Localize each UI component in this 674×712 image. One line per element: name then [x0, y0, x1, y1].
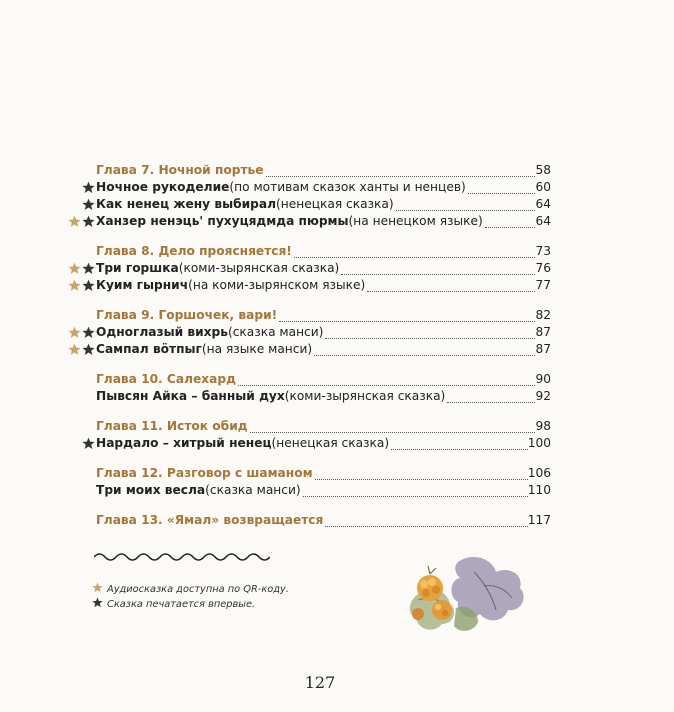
dark-star-icon [82, 262, 95, 275]
toc-suffix: (сказка манси) [205, 483, 301, 497]
toc-suffix: (на языке манси) [201, 342, 313, 356]
toc-title: Глава 13. «Ямал» возвращается [96, 513, 324, 527]
toc-page: 87 [535, 325, 551, 339]
toc-page: 100 [527, 436, 551, 450]
toc-chapter-10 [0, 370, 674, 388]
toc-title: Глава 10. Салехард [96, 372, 236, 386]
toc-leader [266, 175, 535, 177]
dark-star-icon [82, 343, 95, 356]
cloudberry-illustration [400, 552, 530, 642]
dark-star-icon [82, 181, 95, 194]
toc-leader [294, 256, 535, 258]
toc-story [0, 195, 674, 213]
toc-page: 77 [535, 278, 551, 292]
toc-title: Как ненец жену выбирал [96, 197, 277, 211]
toc-suffix: (по мотивам сказок ханты и ненцев) [229, 180, 466, 194]
toc-text [96, 195, 394, 213]
dark-star-icon [92, 597, 103, 608]
toc-title: Три моих весла [96, 483, 206, 497]
toc-text [96, 481, 301, 499]
legend-first-text: Сказка печатается впервые. [107, 599, 256, 610]
toc-text [96, 259, 339, 277]
toc-leader [391, 448, 527, 450]
toc-text [96, 276, 365, 294]
toc-page: 92 [535, 389, 551, 403]
toc-suffix: (ненецкая сказка) [271, 436, 390, 450]
toc-page: 60 [535, 180, 551, 194]
toc-title: Куим гырнич [96, 278, 189, 292]
gold-star-icon [68, 343, 81, 356]
toc-title: Глава 12. Разговор с шаманом [96, 466, 313, 480]
toc-page: 73 [535, 244, 551, 258]
wave-divider [94, 550, 270, 564]
toc-suffix: (на коми-зырянском языке) [188, 278, 366, 292]
toc-leader [238, 384, 535, 386]
toc-text [96, 212, 483, 230]
toc-story [0, 276, 674, 294]
toc-text [96, 178, 466, 196]
toc-leader [341, 273, 535, 275]
toc-suffix: (сказка манси) [227, 325, 324, 339]
toc-text [96, 340, 312, 358]
toc-suffix: (ненецкая сказка) [276, 197, 394, 211]
toc-leader [314, 354, 535, 356]
toc-story [0, 212, 674, 230]
dark-star-icon [82, 215, 95, 228]
gold-star-icon [68, 326, 81, 339]
toc-page: 76 [535, 261, 551, 275]
dark-star-icon [82, 279, 95, 292]
legend-first [92, 597, 255, 611]
toc-title: Глава 9. Горшочек, вари! [96, 308, 278, 322]
toc-story [0, 323, 674, 341]
toc-chapter-9 [0, 306, 674, 324]
toc-page: 110 [527, 483, 551, 497]
toc-story [0, 387, 674, 405]
toc-title: Глава 11. Исток обид [96, 419, 248, 433]
toc-suffix: (коми-зырянская сказка) [284, 389, 446, 403]
toc-leader [367, 290, 535, 292]
toc-leader [303, 495, 528, 497]
gold-star-icon [68, 262, 81, 275]
toc-title: Ханзер ненэць' пухуцядмда пюрмы [96, 214, 349, 228]
legend-audio [92, 582, 289, 596]
toc-title: Три горшка [96, 261, 179, 275]
toc-page: 106 [527, 466, 551, 480]
legend-audio-text: Аудиосказка доступна по QR-коду. [107, 584, 289, 595]
toc-title: Пывсян Айка – банный дух [96, 389, 285, 403]
toc-title: Сампал вӧтпыг [96, 342, 202, 356]
dark-star-icon [82, 437, 95, 450]
toc-chapter-13 [0, 511, 674, 529]
toc-story [0, 340, 674, 358]
toc-page: 58 [535, 163, 551, 177]
gold-star-icon [92, 582, 103, 593]
page-number: 127 [304, 673, 336, 692]
toc-title: Глава 8. Дело проясняется! [96, 244, 292, 258]
dark-star-icon [82, 326, 95, 339]
dark-star-icon [82, 198, 95, 211]
toc-chapter-11 [0, 417, 674, 435]
toc-story [0, 434, 674, 452]
toc-suffix: (коми-зырянская сказка) [178, 261, 340, 275]
toc-text [96, 323, 323, 341]
toc-suffix: (на ненецком языке) [348, 214, 483, 228]
toc-page: 90 [535, 372, 551, 386]
toc-story [0, 481, 674, 499]
toc-leader [325, 337, 535, 339]
toc-text [96, 306, 277, 324]
toc-story [0, 259, 674, 277]
toc-leader [325, 525, 527, 527]
toc-leader [396, 209, 535, 211]
toc-story [0, 178, 674, 196]
toc-page: 64 [535, 197, 551, 211]
toc-chapter-7 [0, 161, 674, 179]
toc-text [96, 387, 445, 405]
toc-page: 117 [527, 513, 551, 527]
toc-title: Нардало – хитрый ненец [96, 436, 272, 450]
toc-page: 64 [535, 214, 551, 228]
toc-page: 87 [535, 342, 551, 356]
toc-text [96, 161, 264, 179]
toc-leader [279, 320, 535, 322]
toc-leader [315, 478, 528, 480]
toc-chapter-12 [0, 464, 674, 482]
toc-title: Ночное рукоделие [96, 180, 230, 194]
toc-text [96, 511, 323, 529]
toc-text [96, 242, 292, 260]
toc-page: 98 [535, 419, 551, 433]
gold-star-icon [68, 215, 81, 228]
toc-text [96, 417, 248, 435]
toc-chapter-8 [0, 242, 674, 260]
toc-text [96, 464, 313, 482]
gold-star-icon [68, 279, 81, 292]
toc-leader [250, 431, 535, 433]
toc-text [96, 434, 389, 452]
toc-title: Одноглазый вихрь [96, 325, 228, 339]
toc-page: 82 [535, 308, 551, 322]
toc-title: Глава 7. Ночной портье [96, 163, 264, 177]
toc-text [96, 370, 236, 388]
